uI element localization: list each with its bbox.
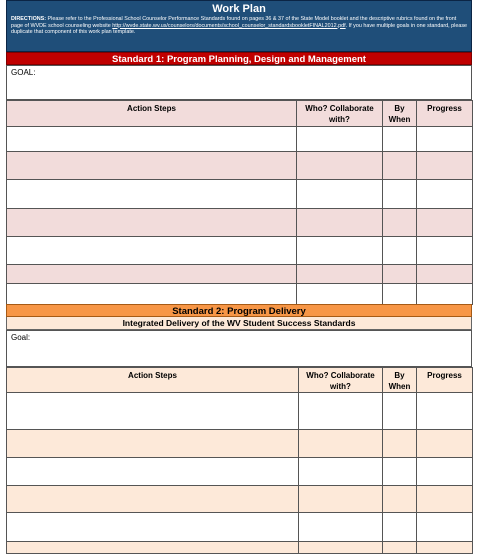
collaborate-cell[interactable]: [297, 152, 383, 180]
directions-body-1: Please refer to the Professional School Counselor Performance Standards found on pages 36 & 37 of the State Model booklet and the descriptive rubrics found on the front page of WVDE school counseling website: [11, 16, 457, 29]
table-row: [7, 127, 473, 152]
progress-cell[interactable]: [417, 513, 473, 542]
action-step-cell[interactable]: [7, 127, 297, 152]
action-step-cell[interactable]: [7, 265, 297, 284]
action-step-cell[interactable]: [7, 393, 299, 430]
collaborate-cell[interactable]: [297, 265, 383, 284]
directions-link[interactable]: http://wvde.state.wv.us/counselors/documents/school_counselor_standardsbookletFINAL2012.pdf: [112, 22, 346, 29]
action-step-cell[interactable]: [7, 513, 299, 542]
progress-cell[interactable]: [417, 458, 473, 486]
by-when-cell[interactable]: [383, 486, 417, 513]
col-who-collaborate: Who? Collaborate with?: [297, 101, 383, 127]
action-step-cell[interactable]: [7, 486, 299, 513]
progress-cell[interactable]: [417, 152, 473, 180]
by-when-cell[interactable]: [383, 542, 417, 554]
table-row: [7, 180, 473, 209]
collaborate-cell[interactable]: [299, 542, 383, 554]
collaborate-cell[interactable]: [299, 393, 383, 430]
directions-label: DIRECTIONS:: [11, 16, 47, 22]
action-step-cell[interactable]: [7, 542, 299, 554]
by-when-cell[interactable]: [383, 209, 417, 237]
directions-header: [6, 0, 472, 52]
table-row: [7, 209, 473, 237]
collaborate-cell[interactable]: [297, 284, 383, 305]
action-step-cell[interactable]: [7, 284, 297, 305]
table-row: [7, 237, 473, 265]
table-row: [7, 393, 473, 430]
table-row: [7, 486, 473, 513]
action-step-cell[interactable]: [7, 237, 297, 265]
standard-1-goal-label: GOAL:: [11, 68, 36, 77]
progress-cell[interactable]: [417, 209, 473, 237]
col-progress: Progress: [417, 368, 473, 393]
standard-2-title: Standard 2: Program Delivery: [6, 304, 472, 317]
col-action-steps: Action Steps: [7, 368, 299, 393]
by-when-cell[interactable]: [383, 430, 417, 458]
table-row: [7, 542, 473, 554]
action-step-cell[interactable]: [7, 180, 297, 209]
progress-cell[interactable]: [417, 237, 473, 265]
progress-cell[interactable]: [417, 284, 473, 305]
page-title: Work Plan: [212, 3, 266, 15]
by-when-cell[interactable]: [383, 237, 417, 265]
table-header-row: [7, 368, 473, 393]
standard-1-table: [6, 100, 473, 305]
by-when-cell[interactable]: [383, 458, 417, 486]
by-when-cell[interactable]: [383, 393, 417, 430]
table-row: [7, 430, 473, 458]
collaborate-cell[interactable]: [297, 127, 383, 152]
standard-1-title: Standard 1: Program Planning, Design and Management: [6, 52, 472, 65]
table-row: [7, 284, 473, 305]
directions-body-2: . If you have multiple goals in one standard, please duplicate that component of this work plan template.: [11, 22, 468, 36]
by-when-cell[interactable]: [383, 152, 417, 180]
by-when-cell[interactable]: [383, 180, 417, 209]
table-header-row: [7, 101, 473, 127]
collaborate-cell[interactable]: [297, 237, 383, 265]
action-step-cell[interactable]: [7, 430, 299, 458]
collaborate-cell[interactable]: [299, 486, 383, 513]
col-action-steps: Action Steps: [7, 101, 297, 127]
collaborate-cell[interactable]: [299, 513, 383, 542]
progress-cell[interactable]: [417, 542, 473, 554]
standard-2-goal-field[interactable]: [6, 330, 472, 367]
standard-2-subtitle: Integrated Delivery of the WV Student Success Standards: [6, 317, 472, 330]
table-row: [7, 265, 473, 284]
standard-2-table: [6, 367, 473, 554]
action-step-cell[interactable]: [7, 209, 297, 237]
standard-1-goal-field[interactable]: [6, 65, 472, 100]
action-step-cell[interactable]: [7, 152, 297, 180]
standard-2-goal-label: Goal:: [11, 333, 31, 342]
col-by-when: By When: [383, 101, 417, 127]
table-row: [7, 513, 473, 542]
progress-cell[interactable]: [417, 486, 473, 513]
progress-cell[interactable]: [417, 180, 473, 209]
collaborate-cell[interactable]: [297, 209, 383, 237]
collaborate-cell[interactable]: [299, 430, 383, 458]
by-when-cell[interactable]: [383, 127, 417, 152]
by-when-cell[interactable]: [383, 284, 417, 305]
table-row: [7, 152, 473, 180]
table-row: [7, 458, 473, 486]
col-progress: Progress: [417, 101, 473, 127]
progress-cell[interactable]: [417, 430, 473, 458]
col-by-when: By When: [383, 368, 417, 393]
progress-cell[interactable]: [417, 393, 473, 430]
progress-cell[interactable]: [417, 265, 473, 284]
progress-cell[interactable]: [417, 127, 473, 152]
col-who-collaborate: Who? Collaborate with?: [299, 368, 383, 393]
directions-text: [11, 16, 467, 36]
by-when-cell[interactable]: [383, 265, 417, 284]
action-step-cell[interactable]: [7, 458, 299, 486]
collaborate-cell[interactable]: [299, 458, 383, 486]
by-when-cell[interactable]: [383, 513, 417, 542]
collaborate-cell[interactable]: [297, 180, 383, 209]
